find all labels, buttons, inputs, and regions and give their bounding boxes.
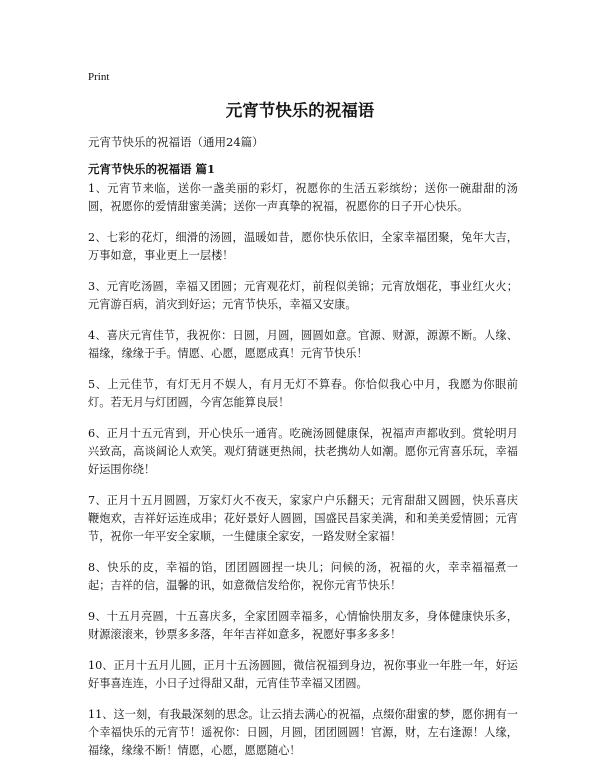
paragraph-11: 11、这一刻，有我最深刻的思念。让云捎去满心的祝福，点缀你甜蜜的梦，愿你拥有一个幸福快乐的元宵节！遥祝你：日圆，月圆，团团圆圆！官源，财，左右逢源！人缘，福缘，缘缘不断！情愿，心愿，愿愿随心！ (88, 708, 518, 757)
document-title: 元宵节快乐的祝福语 (225, 101, 375, 120)
paragraph-7: 7、正月十五月圆圆，万家灯火不夜天，家家户户乐翻天；元宵甜甜又圆圆，快乐喜庆鞭炮欢，吉祥好运连成串；花好景好人圆圆，国盛民昌家美满，和和美美爱情圆；元宵节，祝你一年平安全家顺，一生健康全家安，一路发财全家福！ (88, 494, 518, 543)
paragraph-10: 10、正月十五月儿圆，正月十五汤圆圆，微信祝福到身边，祝你事业一年胜一年，好运好事喜连连，小日子过得甜又甜，元宵佳节幸福又团圆。 (88, 659, 518, 690)
document-subtitle: 元宵节快乐的祝福语（通用24篇） (88, 135, 264, 149)
paragraph-3: 3、元宵吃汤圆，幸福又团圆；元宵观花灯，前程似美锦；元宵放烟花，事业红火火；元宵游百病，消灾到好运；元宵节快乐，幸福又安康。 (88, 280, 518, 311)
paragraph-2: 2、七彩的花灯，细滑的汤圆，温暖如昔，愿你快乐依旧，全家幸福团聚，兔年大吉，万事如意，事业更上一层楼！ (88, 231, 518, 262)
paragraph-8: 8、快乐的皮，幸福的馅，团团圆圆捏一块儿；问候的汤，祝福的火，幸幸福福煮一起；吉祥的信，温馨的讯，如意微信发给你，祝你元宵节快乐！ (88, 561, 518, 592)
paragraph-9: 9、十五月亮圆，十五喜庆多，全家团圆幸福多，心情愉快朋友多，身体健康快乐多，财源滚滚来，钞票多多落，年年吉祥如意多，祝愿好事多多多！ (88, 610, 518, 641)
paragraph-4: 4、喜庆元宵佳节，我祝你：日圆，月圆，圆圆如意。官源、财源，源源不断。人缘、福缘，缘缘于手。情愿、心愿，愿愿成真！元宵节快乐！ (88, 329, 518, 360)
document-body (88, 180, 518, 773)
section-heading: 元宵节快乐的祝福语 篇1 (88, 162, 216, 176)
paragraph-6: 6、正月十五元宵到，开心快乐一通宵。吃碗汤圆健康保，祝福声声都收到。赏轮明月兴致高，高谈阔论人欢笑。观灯猜谜更热闹，扶老携幼人如潮。愿你元宵喜乐玩，幸福好运围你绕！ (88, 427, 518, 476)
paragraph-1: 1、元宵节来临，送你一盏美丽的彩灯，祝愿你的生活五彩缤纷；送你一碗甜甜的汤圆，祝愿你的爱情甜蜜美满；送你一声真挚的祝福，祝愿你的日子开心快乐。 (88, 182, 518, 213)
paragraph-5: 5、上元佳节，有灯无月不娱人，有月无灯不算春。你恰似我心中月，我愿为你眼前灯。若无月与灯团圆，今宵怎能算良辰！ (88, 378, 518, 409)
print-label: Print (88, 71, 110, 83)
